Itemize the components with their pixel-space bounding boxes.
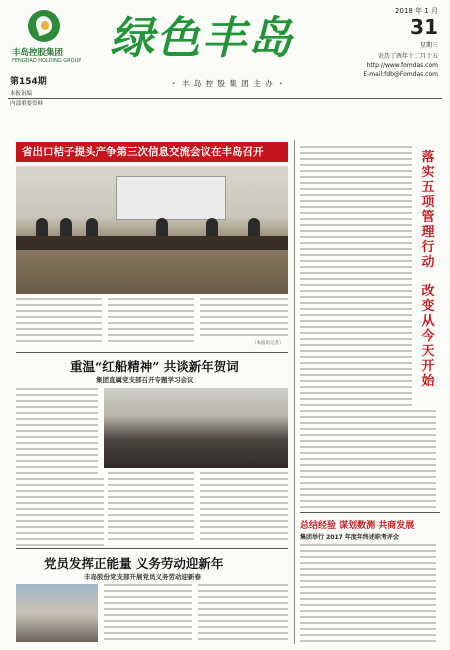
right-vertical-title-2: 改 变 从 今 天 开 始 — [421, 284, 435, 389]
story3-text-col-1 — [104, 584, 192, 642]
story2-text-col-2 — [16, 478, 104, 548]
right-text-bottom — [300, 544, 436, 642]
lead-text-col-2 — [108, 298, 194, 346]
story2-photo — [104, 388, 288, 468]
issue-sub-1: 本报讯编 — [10, 91, 33, 97]
projection-screen — [116, 176, 226, 220]
lead-photo — [16, 166, 288, 294]
group-logo — [10, 8, 80, 68]
right-box-headline: 总结经验 谋划数测 共商发展 — [300, 521, 415, 531]
right-text-mid — [300, 410, 436, 510]
issue-block — [10, 74, 47, 107]
story3-photo — [16, 584, 98, 642]
logo-cn-text: 丰岛控股集团 — [12, 48, 64, 58]
date-block — [348, 6, 438, 78]
newspaper-title: 绿色丰岛 — [110, 13, 294, 64]
column-divider — [294, 140, 295, 644]
story3-headline: 党员发挥正能量 义务劳动迎新年 — [44, 556, 224, 571]
lead-text-col-1 — [16, 298, 102, 346]
conference-table — [16, 236, 288, 250]
day-number: 31 — [410, 15, 438, 39]
right-divider — [300, 512, 440, 513]
issue-number: 第154期 — [10, 77, 47, 87]
email-link[interactable]: E-mail:fdb@Fomdas.com — [363, 71, 438, 78]
logo-icon — [28, 10, 60, 42]
story2-subheadline: 集团直属党支部召开专题学习会议 — [96, 376, 194, 384]
lunar-date: 农历丁酉年十二月十五 — [377, 53, 438, 60]
story3-subheadline: 丰岛股份党支部开展党员义务劳动迎新春 — [84, 573, 201, 581]
logo-en-text: FENGDAO HOLDING GROUP — [12, 58, 82, 64]
lead-caption-end: （本报讯记者） — [252, 341, 284, 346]
masthead-divider — [8, 98, 442, 99]
year-month: 2018 年 1 月 — [395, 7, 438, 15]
lead-text-col-3 — [200, 298, 288, 340]
right-vertical-title-1: 落 实 五 项 管 理 行 动 — [421, 150, 435, 270]
right-text-top — [300, 146, 412, 406]
section-divider-2 — [16, 548, 288, 549]
story3-text-col-2 — [198, 584, 288, 642]
story2-text-col-1 — [16, 388, 98, 476]
sponsor-line: ・ 丰 岛 控 股 集 团 主 办 ・ — [170, 79, 286, 88]
story2-text-col-4 — [200, 472, 288, 542]
issue-sub-2: 内部重要资料 — [10, 101, 44, 107]
story2-headline: 重温“红船精神” 共谈新年贺词 — [70, 359, 239, 374]
section-divider — [16, 352, 288, 353]
right-box-subheadline: 集团举行 2017 年度年终述职考评会 — [300, 534, 399, 541]
story2-text-col-3 — [108, 472, 194, 542]
weekday: 星期三 — [419, 42, 438, 49]
website-link[interactable]: http://www.fomdas.com — [366, 62, 438, 69]
lead-headline-banner: 省出口桔子提头产争第三次信息交流会议在丰岛召开 — [16, 142, 288, 162]
